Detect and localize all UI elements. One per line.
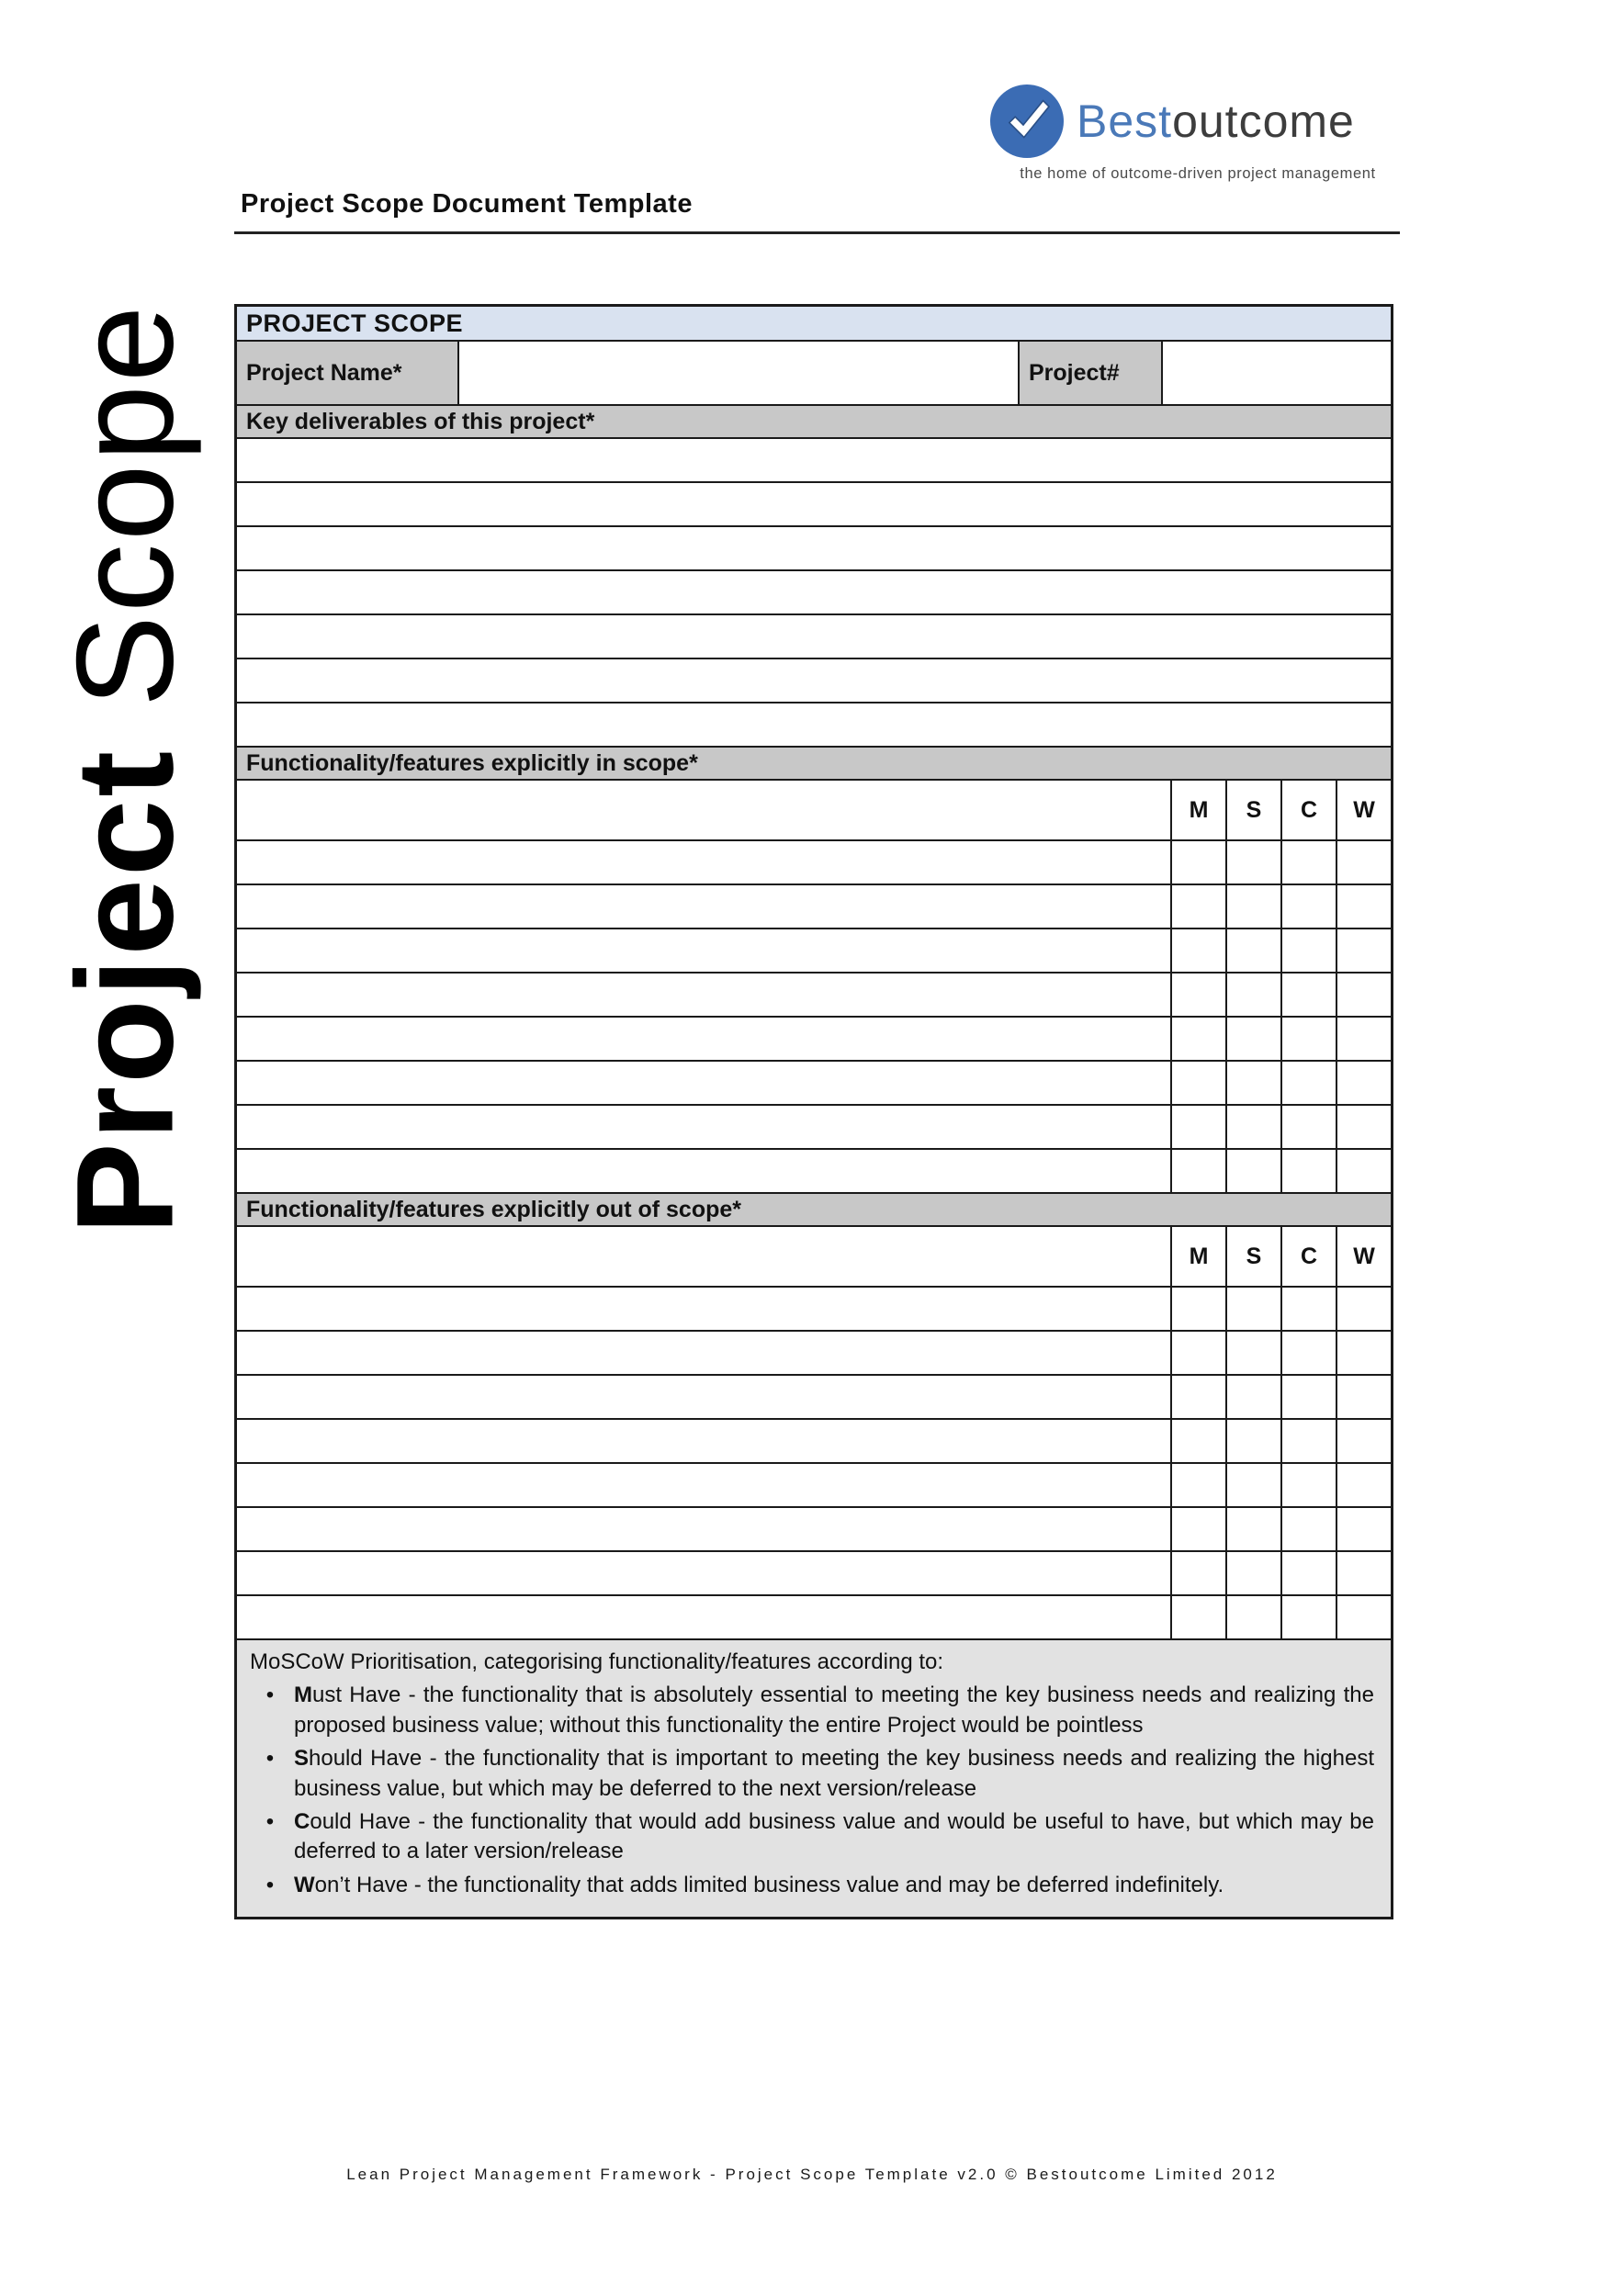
- priority-cell-must[interactable]: [1170, 841, 1225, 884]
- priority-cell-must[interactable]: [1170, 974, 1225, 1016]
- moscow-bullet-should: [246, 1744, 1378, 1804]
- empty-table-row: [237, 437, 1391, 481]
- priority-cell-wont[interactable]: [1336, 929, 1391, 972]
- priority-cell-must[interactable]: [1170, 1420, 1225, 1462]
- project-number-label: Project#: [1018, 342, 1163, 404]
- priority-cell-must[interactable]: [1170, 1552, 1225, 1594]
- row-input-cell[interactable]: [237, 1062, 1170, 1104]
- section-header-in-scope: Functionality/features explicitly in scope*: [237, 746, 1391, 779]
- row-input-cell[interactable]: [237, 1018, 1170, 1060]
- project-name-row: [237, 340, 1391, 404]
- row-input-cell[interactable]: [237, 929, 1170, 972]
- bestoutcome-logo: [990, 84, 1394, 183]
- bullet-icon: •: [265, 1872, 275, 1897]
- priority-cell-could[interactable]: [1280, 1288, 1336, 1330]
- vertical-label-scope: Scope: [47, 302, 201, 708]
- priority-cell-must[interactable]: [1170, 1464, 1225, 1506]
- bullet-text: Could Have - the functionality that would add business value and would be useful to have, but which may be deferred to a later version/release: [294, 1808, 1374, 1864]
- priority-cell-wont[interactable]: [1336, 974, 1391, 1016]
- priority-cell-could[interactable]: [1280, 1332, 1336, 1374]
- column-header-must: M: [1170, 1227, 1225, 1286]
- empty-table-row: [237, 1330, 1391, 1374]
- deliverables-rows: [237, 437, 1391, 746]
- moscow-columns-header-out-of-scope: [237, 1225, 1391, 1286]
- priority-cell-wont[interactable]: [1336, 1552, 1391, 1594]
- row-input-cell[interactable]: [237, 841, 1170, 884]
- priority-cell-should[interactable]: [1225, 1596, 1280, 1638]
- priority-cell-should[interactable]: [1225, 1332, 1280, 1374]
- priority-cell-should[interactable]: [1225, 1420, 1280, 1462]
- priority-cell-should[interactable]: [1225, 1376, 1280, 1418]
- row-input-cell[interactable]: [237, 974, 1170, 1016]
- moscow-columns-header-in-scope: [237, 779, 1391, 839]
- priority-cell-could[interactable]: [1280, 929, 1336, 972]
- priority-cell-should[interactable]: [1225, 1018, 1280, 1060]
- vertical-label-project: Project: [47, 748, 201, 1235]
- logo-tagline: the home of outcome-driven project management: [1020, 165, 1376, 182]
- in-scope-input-cell[interactable]: [237, 781, 1170, 839]
- row-input-cell[interactable]: [237, 1552, 1170, 1594]
- priority-cell-should[interactable]: [1225, 1106, 1280, 1148]
- bullet-text: Must Have - the functionality that is absolutely essential to meeting the key business needs and realizing the proposed business value; without this functionality the entire Project would be pointless: [294, 1683, 1374, 1738]
- out-of-scope-rows: [237, 1286, 1391, 1638]
- bullet-icon: •: [265, 1808, 275, 1834]
- bullet-text: Won’t Have - the functionality that adds limited business value and may be deferred indefinitely.: [294, 1872, 1224, 1897]
- empty-table-row: [237, 1148, 1391, 1192]
- priority-cell-should[interactable]: [1225, 1150, 1280, 1192]
- empty-table-row: [237, 1462, 1391, 1506]
- priority-cell-should[interactable]: [1225, 1508, 1280, 1550]
- table-title: PROJECT SCOPE: [237, 307, 1391, 340]
- project-scope-table: [234, 304, 1393, 1919]
- page-title: Project Scope Document Template: [234, 189, 1400, 234]
- vertical-side-label: [35, 255, 214, 1282]
- empty-table-row: [237, 658, 1391, 702]
- priority-cell-should[interactable]: [1225, 1062, 1280, 1104]
- row-input-cell[interactable]: [237, 1106, 1170, 1148]
- priority-cell-must[interactable]: [1170, 1332, 1225, 1374]
- brand-best: Best: [1077, 96, 1173, 147]
- column-header-should: S: [1225, 781, 1280, 839]
- moscow-note-intro: MoSCoW Prioritisation, categorising functionality/features according to:: [250, 1649, 944, 1674]
- brand-text: [1077, 95, 1355, 148]
- priority-cell-could[interactable]: [1280, 841, 1336, 884]
- row-input-cell[interactable]: [237, 439, 1391, 481]
- priority-cell-must[interactable]: [1170, 929, 1225, 972]
- empty-table-row: [237, 972, 1391, 1016]
- priority-cell-wont[interactable]: [1336, 1376, 1391, 1418]
- moscow-bullet-wont: [246, 1871, 1378, 1900]
- moscow-bullet-could: [246, 1807, 1378, 1867]
- priority-cell-wont[interactable]: [1336, 885, 1391, 928]
- check-icon: [990, 84, 1064, 158]
- priority-cell-must[interactable]: [1170, 1596, 1225, 1638]
- column-header-could: C: [1280, 1227, 1336, 1286]
- row-input-cell[interactable]: [237, 1464, 1170, 1506]
- column-header-should: S: [1225, 1227, 1280, 1286]
- project-name-input[interactable]: [459, 342, 1018, 404]
- out-of-scope-input-cell[interactable]: [237, 1227, 1170, 1286]
- priority-cell-could[interactable]: [1280, 1420, 1336, 1462]
- priority-cell-wont[interactable]: [1336, 1596, 1391, 1638]
- priority-cell-could[interactable]: [1280, 1018, 1336, 1060]
- row-input-cell[interactable]: [237, 1508, 1170, 1550]
- empty-table-row: [237, 839, 1391, 884]
- priority-cell-could[interactable]: [1280, 1106, 1336, 1148]
- column-header-wont: W: [1336, 781, 1391, 839]
- row-input-cell[interactable]: [237, 527, 1391, 569]
- priority-cell-wont[interactable]: [1336, 1464, 1391, 1506]
- in-scope-rows: [237, 839, 1391, 1192]
- bullet-icon: •: [265, 1746, 275, 1772]
- priority-cell-wont[interactable]: [1336, 1150, 1391, 1192]
- priority-cell-wont[interactable]: [1336, 1420, 1391, 1462]
- brand-outcome: outcome: [1172, 96, 1355, 147]
- priority-cell-could[interactable]: [1280, 1464, 1336, 1506]
- row-input-cell[interactable]: [237, 703, 1391, 746]
- row-input-cell[interactable]: [237, 1420, 1170, 1462]
- empty-table-row: [237, 884, 1391, 928]
- priority-cell-could[interactable]: [1280, 1062, 1336, 1104]
- priority-cell-wont[interactable]: [1336, 1062, 1391, 1104]
- priority-cell-should[interactable]: [1225, 1464, 1280, 1506]
- priority-cell-wont[interactable]: [1336, 1288, 1391, 1330]
- empty-table-row: [237, 1506, 1391, 1550]
- column-header-could: C: [1280, 781, 1336, 839]
- row-input-cell[interactable]: [237, 1150, 1170, 1192]
- column-header-must: M: [1170, 781, 1225, 839]
- priority-cell-could[interactable]: [1280, 974, 1336, 1016]
- priority-cell-could[interactable]: [1280, 1596, 1336, 1638]
- row-input-cell[interactable]: [237, 1332, 1170, 1374]
- priority-cell-must[interactable]: [1170, 1508, 1225, 1550]
- empty-table-row: [237, 1016, 1391, 1060]
- footer-text: Lean Project Management Framework - Project Scope Template v2.0 © Bestoutcome Limited 2012: [346, 2166, 1278, 2183]
- priority-cell-must[interactable]: [1170, 1106, 1225, 1148]
- priority-cell-must[interactable]: [1170, 1288, 1225, 1330]
- row-input-cell[interactable]: [237, 615, 1391, 658]
- empty-table-row: [237, 1104, 1391, 1148]
- row-input-cell[interactable]: [237, 1596, 1170, 1638]
- column-header-wont: W: [1336, 1227, 1391, 1286]
- moscow-note: [237, 1638, 1391, 1917]
- empty-table-row: [237, 928, 1391, 972]
- project-name-label: Project Name*: [237, 342, 459, 404]
- priority-cell-should[interactable]: [1225, 929, 1280, 972]
- moscow-bullet-must: [246, 1681, 1378, 1740]
- row-input-cell[interactable]: [237, 885, 1170, 928]
- empty-table-row: [237, 569, 1391, 613]
- bullet-text: Should Have - the functionality that is important to meeting the key business needs and realizing the highest business value, but which may be deferred to the next version/release: [294, 1746, 1374, 1801]
- priority-cell-should[interactable]: [1225, 1288, 1280, 1330]
- priority-cell-should[interactable]: [1225, 885, 1280, 928]
- empty-table-row: [237, 613, 1391, 658]
- row-input-cell[interactable]: [237, 571, 1391, 613]
- priority-cell-wont[interactable]: [1336, 841, 1391, 884]
- priority-cell-should[interactable]: [1225, 1552, 1280, 1594]
- priority-cell-wont[interactable]: [1336, 1332, 1391, 1374]
- priority-cell-could[interactable]: [1280, 1508, 1336, 1550]
- bullet-icon: •: [265, 1683, 275, 1708]
- section-header-deliverables: Key deliverables of this project*: [237, 404, 1391, 437]
- priority-cell-wont[interactable]: [1336, 1018, 1391, 1060]
- priority-cell-wont[interactable]: [1336, 1106, 1391, 1148]
- empty-table-row: [237, 1550, 1391, 1594]
- priority-cell-must[interactable]: [1170, 1376, 1225, 1418]
- empty-table-row: [237, 1594, 1391, 1638]
- empty-table-row: [237, 481, 1391, 525]
- project-number-input[interactable]: [1163, 342, 1391, 404]
- empty-table-row: [237, 1060, 1391, 1104]
- row-input-cell[interactable]: [237, 1288, 1170, 1330]
- row-input-cell[interactable]: [237, 1376, 1170, 1418]
- empty-table-row: [237, 525, 1391, 569]
- priority-cell-should[interactable]: [1225, 974, 1280, 1016]
- priority-cell-could[interactable]: [1280, 885, 1336, 928]
- priority-cell-must[interactable]: [1170, 1062, 1225, 1104]
- priority-cell-wont[interactable]: [1336, 1508, 1391, 1550]
- section-header-out-of-scope: Functionality/features explicitly out of scope*: [237, 1192, 1391, 1225]
- empty-table-row: [237, 1374, 1391, 1418]
- empty-table-row: [237, 1286, 1391, 1330]
- row-input-cell[interactable]: [237, 483, 1391, 525]
- priority-cell-could[interactable]: [1280, 1376, 1336, 1418]
- priority-cell-should[interactable]: [1225, 841, 1280, 884]
- priority-cell-could[interactable]: [1280, 1552, 1336, 1594]
- priority-cell-must[interactable]: [1170, 1150, 1225, 1192]
- empty-table-row: [237, 702, 1391, 746]
- priority-cell-could[interactable]: [1280, 1150, 1336, 1192]
- empty-table-row: [237, 1418, 1391, 1462]
- row-input-cell[interactable]: [237, 659, 1391, 702]
- priority-cell-must[interactable]: [1170, 885, 1225, 928]
- priority-cell-must[interactable]: [1170, 1018, 1225, 1060]
